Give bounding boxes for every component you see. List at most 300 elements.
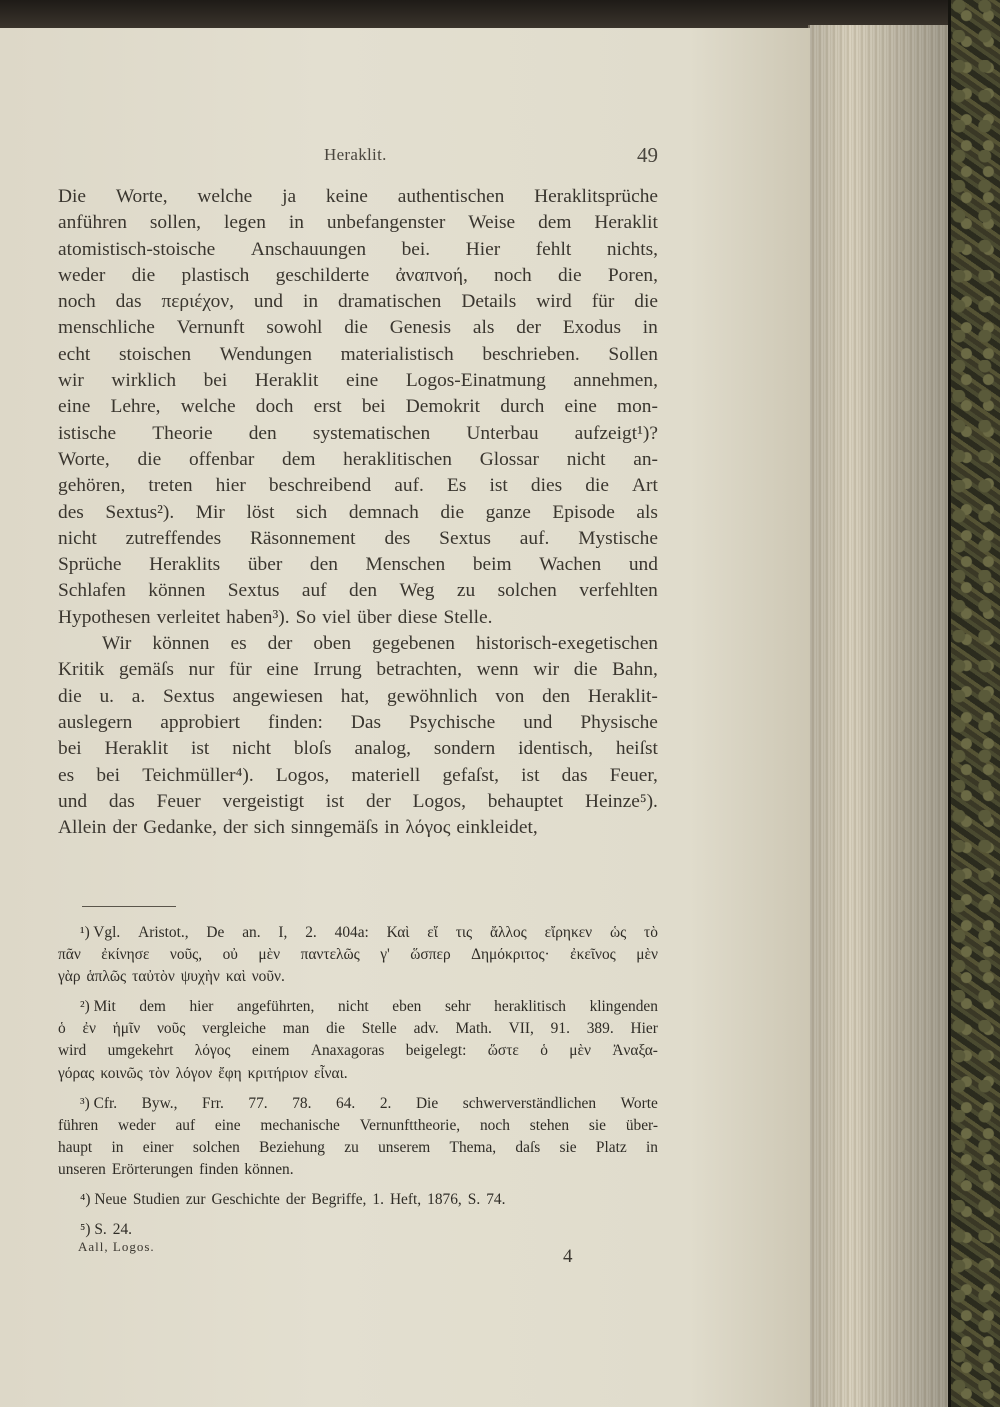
word: wird bbox=[536, 291, 572, 313]
word: Sextus²). bbox=[105, 501, 175, 523]
word: Heraklitsprüche bbox=[534, 186, 658, 207]
footnote-line bbox=[58, 1093, 658, 1115]
word: auf bbox=[301, 580, 327, 602]
word: μὲν bbox=[258, 946, 281, 964]
word: Aristot., bbox=[138, 924, 189, 941]
word: Byw., bbox=[141, 1094, 178, 1112]
word: sie bbox=[559, 1138, 577, 1156]
word: heiſst bbox=[615, 738, 658, 760]
word: auf. bbox=[519, 527, 550, 549]
word: gemäſs bbox=[118, 659, 174, 681]
word: Kritik bbox=[58, 659, 105, 681]
word: Logos-Einatmung bbox=[405, 370, 546, 392]
word: Feuer bbox=[156, 790, 201, 812]
word: in bbox=[642, 317, 658, 339]
word: Genesis bbox=[389, 317, 452, 339]
word: Sextus bbox=[227, 580, 280, 602]
word: μὲν bbox=[636, 946, 658, 964]
word: ὥστε bbox=[487, 1042, 519, 1060]
word: 78. bbox=[292, 1094, 312, 1112]
word: 64. bbox=[336, 1094, 356, 1112]
word: Heraklit bbox=[254, 370, 319, 392]
word: die bbox=[131, 264, 156, 286]
word: eine bbox=[214, 1116, 241, 1134]
word: Stelle. bbox=[443, 606, 493, 628]
word: Worte bbox=[620, 1094, 658, 1112]
word: vergeistigt bbox=[222, 790, 305, 812]
word: verfehlten bbox=[579, 580, 658, 602]
word: Räsonnement bbox=[250, 527, 356, 549]
word: echt bbox=[58, 343, 91, 365]
word: 1. bbox=[372, 1191, 384, 1209]
word: bloſs bbox=[293, 738, 332, 760]
word: 74. bbox=[486, 1191, 506, 1209]
word: treten bbox=[148, 475, 193, 497]
word: noch bbox=[494, 264, 532, 286]
word: 2. bbox=[379, 1094, 392, 1112]
text-line bbox=[58, 315, 658, 341]
word: εἴρηκεν bbox=[544, 924, 593, 941]
word: noch bbox=[479, 1116, 510, 1134]
word: ganze bbox=[485, 501, 531, 523]
word: Anaxagoras bbox=[310, 1042, 385, 1060]
footnote-line bbox=[58, 1219, 658, 1241]
word: Feuer, bbox=[609, 764, 658, 786]
word: unserem bbox=[378, 1138, 431, 1156]
word: auf. bbox=[394, 475, 424, 497]
word: sinngemäſs bbox=[291, 817, 379, 839]
word: Begriffe, bbox=[311, 1191, 367, 1209]
word: haupt bbox=[58, 1138, 93, 1156]
word: finden bbox=[199, 1160, 239, 1178]
word: wir bbox=[58, 370, 84, 392]
word: und bbox=[523, 711, 553, 733]
word: umgekehrt bbox=[107, 1042, 174, 1060]
word: man bbox=[282, 1020, 310, 1038]
word: und bbox=[58, 790, 88, 812]
word: περιέχον, bbox=[161, 291, 234, 313]
footnote-line bbox=[58, 1189, 658, 1211]
word: Sollen bbox=[608, 343, 658, 365]
word: von bbox=[495, 685, 525, 707]
word: solchen bbox=[497, 580, 557, 602]
word: Geschichte bbox=[211, 1191, 280, 1209]
word: zu bbox=[344, 1138, 359, 1156]
word: Allein bbox=[58, 817, 107, 839]
word: sowohl bbox=[266, 317, 323, 339]
word: für bbox=[229, 659, 252, 681]
word: materialistisch bbox=[340, 343, 454, 365]
word: Die bbox=[58, 186, 86, 207]
word: Hier bbox=[630, 1020, 658, 1038]
word: für bbox=[591, 291, 615, 313]
text-line bbox=[58, 605, 658, 631]
word: γόρας bbox=[58, 1064, 95, 1082]
word: Καὶ bbox=[386, 924, 410, 941]
word: λόγος bbox=[194, 1042, 231, 1060]
word: erst bbox=[313, 396, 342, 418]
word: gewöhnlich bbox=[387, 685, 478, 707]
word: Ἀναξα- bbox=[612, 1042, 658, 1060]
page-number: 49 bbox=[637, 143, 658, 167]
footnote-line bbox=[58, 1040, 658, 1062]
body-text bbox=[58, 184, 658, 841]
word: welche bbox=[197, 186, 253, 207]
word: heraklitischen bbox=[343, 448, 452, 470]
text-line bbox=[58, 657, 658, 683]
word: approbiert bbox=[160, 711, 240, 733]
text-line bbox=[58, 368, 658, 394]
word: noch bbox=[58, 291, 96, 313]
word: Sprüche bbox=[58, 554, 122, 576]
word: hier bbox=[215, 475, 246, 497]
word: Physische bbox=[580, 711, 658, 733]
word: Studien bbox=[132, 1191, 180, 1209]
word: annehmen, bbox=[573, 370, 658, 392]
text-line bbox=[58, 500, 658, 526]
word: bei bbox=[96, 764, 121, 786]
word: κοινῶς bbox=[100, 1064, 143, 1082]
word: Math. bbox=[455, 1020, 492, 1038]
word: eine bbox=[345, 370, 379, 392]
word: Psychische bbox=[409, 711, 496, 733]
word: 2. bbox=[305, 924, 317, 941]
word: die bbox=[440, 501, 465, 523]
word: Details bbox=[461, 291, 517, 313]
word: Bahn, bbox=[612, 659, 658, 681]
word: schwerverständlichen bbox=[462, 1094, 597, 1112]
word: haben³). bbox=[226, 606, 290, 628]
word: nicht bbox=[58, 527, 97, 549]
word: hat, bbox=[340, 685, 370, 707]
word: legen bbox=[223, 212, 266, 234]
text-line bbox=[58, 684, 658, 710]
word: Glossar bbox=[479, 448, 539, 470]
footnotes bbox=[58, 922, 658, 1249]
word: Worte, bbox=[115, 186, 168, 207]
word: Exodus bbox=[562, 317, 621, 339]
word: ὁ bbox=[58, 1020, 66, 1038]
word: Anschauungen bbox=[250, 238, 367, 260]
word: Lehre, bbox=[110, 396, 161, 418]
word: Platz bbox=[595, 1138, 627, 1156]
word: καὶ bbox=[225, 968, 246, 986]
word: VII, bbox=[508, 1020, 534, 1038]
word: einem bbox=[251, 1042, 290, 1060]
word: De bbox=[206, 924, 225, 941]
word: auf bbox=[175, 1116, 196, 1134]
word: offenbar bbox=[188, 448, 255, 470]
word: Vernunft bbox=[176, 317, 245, 339]
word: in bbox=[288, 212, 304, 234]
text-line bbox=[58, 631, 658, 657]
word: beschrieben. bbox=[482, 343, 580, 365]
word: gegebenen bbox=[372, 633, 455, 655]
word: Poren, bbox=[607, 264, 658, 286]
word: sich bbox=[296, 501, 328, 523]
word: eine bbox=[58, 396, 91, 418]
word: ³) Cfr. bbox=[80, 1094, 118, 1112]
word: nicht bbox=[566, 448, 606, 470]
word: ἀναπνοή, bbox=[395, 264, 468, 286]
word: Worte, bbox=[58, 448, 110, 470]
word: bei bbox=[361, 396, 386, 418]
word: λόγος bbox=[405, 817, 451, 839]
word: angeführten, bbox=[237, 998, 315, 1016]
paragraph bbox=[58, 184, 658, 631]
word: der bbox=[267, 633, 293, 655]
word: den bbox=[542, 685, 571, 707]
word: 1876, bbox=[427, 1191, 462, 1209]
word: Wir bbox=[102, 633, 132, 655]
word: atomistisch-stoische bbox=[58, 238, 216, 260]
word: Hier bbox=[465, 238, 501, 260]
word: der bbox=[223, 817, 248, 839]
word: ist bbox=[521, 764, 540, 786]
word: die bbox=[585, 475, 609, 497]
word: eben bbox=[392, 998, 422, 1016]
word: beigelegt: bbox=[405, 1042, 467, 1060]
word: daſs bbox=[515, 1138, 541, 1156]
word: unseren bbox=[58, 1160, 106, 1178]
word: betrachten, bbox=[376, 659, 462, 681]
word: die bbox=[137, 448, 162, 470]
text-line bbox=[58, 210, 658, 236]
word: beschreibend bbox=[268, 475, 372, 497]
footnote-line bbox=[58, 1063, 658, 1085]
word: ἐκεῖνος bbox=[570, 946, 616, 964]
word: viel bbox=[322, 606, 352, 628]
word: I, bbox=[278, 924, 288, 941]
word: des bbox=[384, 527, 411, 549]
word: es bbox=[230, 633, 247, 655]
footnote bbox=[58, 1093, 658, 1181]
word: an. bbox=[242, 924, 261, 941]
word: εἶναι. bbox=[313, 1064, 348, 1082]
word: Logos, bbox=[275, 764, 330, 786]
word: die bbox=[58, 685, 82, 707]
word: πᾶν bbox=[58, 946, 81, 964]
word: Gedanke, bbox=[143, 817, 217, 839]
word: plastisch bbox=[181, 264, 250, 286]
word: dem bbox=[139, 998, 166, 1016]
word: Theorie bbox=[152, 422, 213, 444]
word: nicht bbox=[337, 998, 369, 1016]
signature-mark: Aall, Logos. bbox=[78, 1239, 155, 1254]
footnote-line bbox=[58, 944, 658, 966]
word: stehen bbox=[529, 1116, 570, 1134]
word: behauptet bbox=[487, 790, 564, 812]
word: und bbox=[253, 291, 283, 313]
word: in bbox=[384, 817, 400, 839]
footnote-line bbox=[58, 1159, 658, 1181]
word: führen bbox=[58, 1116, 99, 1134]
word: diese bbox=[397, 606, 438, 628]
word: hier bbox=[189, 998, 214, 1016]
word: sollen, bbox=[149, 212, 202, 234]
word: Heinze⁵). bbox=[584, 790, 658, 812]
word: auslegern bbox=[58, 711, 133, 733]
word: Heraklits bbox=[149, 554, 221, 576]
word: über bbox=[247, 554, 283, 576]
word: Demokrit bbox=[405, 396, 481, 418]
text-line bbox=[58, 552, 658, 578]
running-title: Heraklit. bbox=[324, 145, 387, 164]
word: Teichmüller⁴). bbox=[142, 764, 254, 786]
word: a. bbox=[131, 685, 146, 707]
word: bei. bbox=[401, 238, 431, 260]
word: bei bbox=[203, 370, 228, 392]
word: können bbox=[152, 633, 210, 655]
word: Menschen bbox=[365, 554, 446, 576]
word: es bbox=[58, 764, 75, 786]
word: ταὐτὸν bbox=[132, 968, 175, 986]
book-page bbox=[0, 28, 810, 1407]
text-line bbox=[58, 736, 658, 762]
word: an- bbox=[633, 448, 658, 470]
word: sie bbox=[588, 1116, 606, 1134]
word: gehören, bbox=[58, 475, 126, 497]
marbled-cover bbox=[948, 0, 1000, 1407]
word: einkleidet, bbox=[456, 817, 538, 839]
word: νοῦν. bbox=[251, 968, 285, 986]
word: aufzeigt¹)? bbox=[574, 422, 658, 444]
word: τὸν bbox=[148, 1064, 170, 1082]
word: ist bbox=[325, 790, 345, 812]
word: durch bbox=[500, 396, 545, 418]
word: Stelle bbox=[361, 1020, 397, 1038]
word: adv. bbox=[413, 1020, 439, 1038]
word: ja bbox=[282, 186, 297, 207]
word: die bbox=[573, 659, 598, 681]
word: analog, bbox=[354, 738, 411, 760]
word: den bbox=[248, 422, 277, 444]
word: Beziehung bbox=[259, 1138, 325, 1156]
text-line bbox=[58, 237, 658, 263]
word: finden: bbox=[267, 711, 323, 733]
word: das bbox=[108, 790, 135, 812]
word: eine bbox=[564, 396, 597, 418]
word: menschliche bbox=[58, 317, 155, 339]
word: zur bbox=[185, 1191, 206, 1209]
word: ψυχὴν bbox=[180, 968, 220, 986]
word: wird bbox=[58, 1042, 87, 1060]
word: ἄλλος bbox=[489, 924, 527, 941]
word: angewiesen bbox=[232, 685, 323, 707]
word: über bbox=[357, 606, 392, 628]
footnote-rule bbox=[82, 906, 176, 907]
word: dem bbox=[282, 448, 316, 470]
word: τις bbox=[455, 924, 473, 941]
word: identisch, bbox=[518, 738, 593, 760]
word: geschilderte bbox=[275, 264, 370, 286]
word: systematischen bbox=[312, 422, 431, 444]
word: demnach bbox=[348, 501, 419, 523]
word: einer bbox=[142, 1138, 174, 1156]
word: verleitet bbox=[156, 606, 221, 628]
word: Heft, bbox=[389, 1191, 422, 1209]
word: Weg bbox=[399, 580, 435, 602]
word: oben bbox=[313, 633, 352, 655]
word: εἴ bbox=[427, 924, 438, 941]
word: nichts, bbox=[606, 238, 658, 260]
word: ὥσπερ bbox=[410, 946, 451, 964]
word: fehlt bbox=[535, 238, 572, 260]
text-line bbox=[58, 342, 658, 368]
word: vergleiche bbox=[202, 1020, 266, 1038]
text-line bbox=[58, 789, 658, 815]
footnote bbox=[58, 996, 658, 1084]
word: des bbox=[58, 501, 84, 523]
word: οὐ bbox=[222, 946, 238, 964]
text-line bbox=[58, 473, 658, 499]
word: als bbox=[472, 317, 495, 339]
word: zutreffendes bbox=[125, 527, 222, 549]
word: löst bbox=[246, 501, 275, 523]
text-line bbox=[58, 394, 658, 420]
word: und bbox=[628, 554, 658, 576]
word: 404a: bbox=[334, 924, 369, 941]
word: unbefangenster bbox=[326, 212, 446, 234]
word: νοῦς bbox=[156, 1020, 186, 1038]
word: den bbox=[309, 554, 338, 576]
word: materiell bbox=[351, 764, 421, 786]
word: ἐν bbox=[82, 1020, 96, 1038]
word: mechanische bbox=[260, 1116, 340, 1134]
word: können. bbox=[244, 1160, 294, 1178]
word: den bbox=[349, 580, 378, 602]
text-line bbox=[58, 447, 658, 473]
word: weder bbox=[118, 1116, 156, 1134]
word: doch bbox=[255, 396, 294, 418]
footnote-line bbox=[58, 922, 658, 944]
word: Irrung bbox=[313, 659, 362, 681]
footnote bbox=[58, 1219, 658, 1241]
word: Mystische bbox=[578, 527, 658, 549]
word: istische bbox=[58, 422, 117, 444]
word: welche bbox=[180, 396, 236, 418]
word: Wendungen bbox=[219, 343, 312, 365]
word: ἁπλῶς bbox=[86, 968, 127, 986]
word: 77. bbox=[248, 1094, 268, 1112]
word: ἡμῖν bbox=[112, 1020, 141, 1038]
word: ¹) Vgl. bbox=[80, 924, 121, 941]
word: zu bbox=[456, 580, 476, 602]
word: Wachen bbox=[539, 554, 602, 576]
word: ist bbox=[489, 475, 508, 497]
word: eine bbox=[266, 659, 299, 681]
footnote-line bbox=[58, 1018, 658, 1040]
word: wir bbox=[533, 659, 560, 681]
word: λόγον bbox=[175, 1064, 213, 1082]
word: μὲν bbox=[569, 1042, 591, 1060]
word: ²) Mit bbox=[80, 998, 116, 1016]
word: 24. bbox=[112, 1221, 132, 1239]
word: 91. bbox=[550, 1020, 570, 1038]
word: heraklitisch bbox=[494, 998, 566, 1016]
word: Mir bbox=[195, 501, 225, 523]
word: νοῦς, bbox=[169, 946, 203, 964]
running-head bbox=[58, 145, 658, 175]
word: ἔφη bbox=[218, 1064, 242, 1082]
word: wirklich bbox=[111, 370, 177, 392]
word: der bbox=[285, 1191, 306, 1209]
word: Vernunfttheorie, bbox=[359, 1116, 461, 1134]
word: wenn bbox=[476, 659, 519, 681]
word: Logos, bbox=[412, 790, 466, 812]
text-line bbox=[58, 763, 658, 789]
word: keine bbox=[325, 186, 368, 207]
